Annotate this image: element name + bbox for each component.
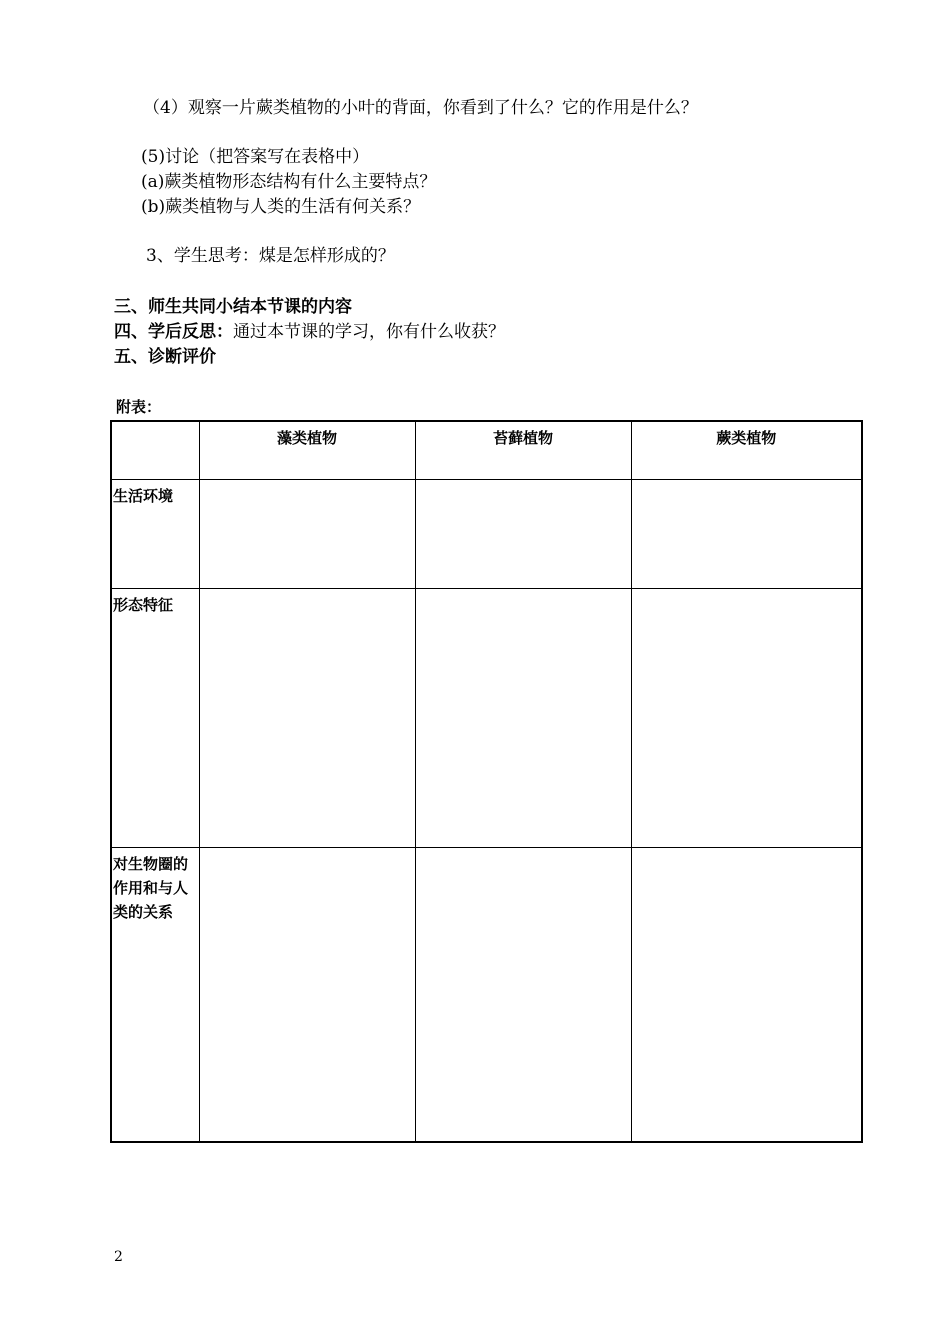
table-cell (199, 847, 415, 1142)
question-3: 3、学生思考：煤是怎样形成的？ (146, 246, 395, 266)
table-header-row (111, 421, 862, 479)
section-4-heading: 四、学后反思： (114, 322, 233, 342)
table-cell (199, 588, 415, 847)
column-header-fern: 蕨类植物 (631, 421, 862, 479)
column-header-moss: 苔藓植物 (415, 421, 631, 479)
table-cell (415, 588, 631, 847)
row-header-habitat: 生活环境 (111, 479, 199, 588)
table-cell (415, 847, 631, 1142)
row-header-role: 对生物圈的作用和与人类的关系 (111, 847, 199, 1142)
section-4-text: 通过本节课的学习，你有什么收获？ (233, 322, 505, 342)
table-row (111, 847, 862, 1142)
section-5-heading: 五、诊断评价 (114, 347, 216, 367)
table-cell (199, 479, 415, 588)
table-cell (631, 479, 862, 588)
question-5-title: (5)讨论（把答案写在表格中） (141, 147, 370, 167)
table-row (111, 588, 862, 847)
question-5a: (a)蕨类植物形态结构有什么主要特点？ (141, 172, 437, 192)
row-header-morphology: 形态特征 (111, 588, 199, 847)
appendix-label: 附表： (116, 398, 162, 416)
question-4: （4）观察一片蕨类植物的小叶的背面，你看到了什么？它的作用是什么？ (143, 98, 698, 118)
appendix-table (110, 420, 863, 1143)
section-4-line (114, 321, 505, 343)
column-header-algae: 藻类植物 (199, 421, 415, 479)
page-number: 2 (114, 1249, 123, 1265)
table-cell (631, 847, 862, 1142)
table-cell (631, 588, 862, 847)
section-3-heading: 三、师生共同小结本节课的内容 (114, 297, 352, 317)
table-corner-cell (111, 421, 199, 479)
question-5b: (b)蕨类植物与人类的生活有何关系？ (141, 197, 421, 217)
table-row (111, 479, 862, 588)
table-cell (415, 479, 631, 588)
